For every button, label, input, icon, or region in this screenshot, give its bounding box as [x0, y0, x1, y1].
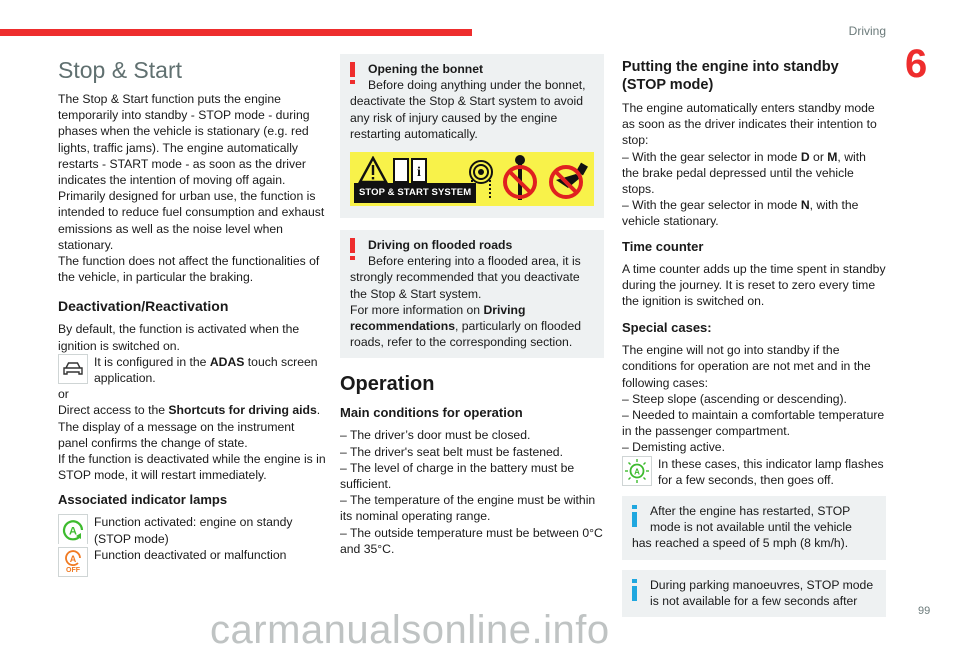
lamp-off-text: Function deactivated or malfunction	[94, 547, 287, 562]
column-middle	[340, 54, 604, 557]
warning-bonnet	[340, 54, 604, 218]
stop-start-active-icon	[58, 514, 88, 544]
warning-icon	[350, 238, 356, 260]
special-case-item: – Demisting active.	[622, 440, 725, 455]
conditions-heading: Main conditions for operation	[340, 405, 523, 421]
manual-book-icon	[392, 156, 428, 184]
no-tools-icon	[500, 154, 540, 204]
warning-icon	[350, 62, 356, 84]
intro-paragraph: Primarily designed for urban use, the function is intended to reduce fuel consumption and exhaust emissions as well as the noise level when stationary.	[58, 189, 325, 252]
deactivation-heading: Deactivation/Reactivation	[58, 298, 229, 315]
intro-paragraph: The function does not affect the functionalities of the vehicle, in particular the braking.	[58, 254, 320, 285]
standby-text: The engine automatically enters standby mode as soon as the driver indicates their intention to stop:	[622, 101, 877, 148]
lamps-heading: Associated indicator lamps	[58, 492, 228, 508]
flash-lamp-text: In these cases, this indicator lamp flashes for a few seconds, then goes off.	[658, 456, 884, 487]
column-left: Stop & Start The Stop & Start function puts the engine temporarily into standby - STOP mode - during phases when the vehicle is stationary (e.g. red lights, traffic jams). The engine automatically restarts - START mode - as soon as the driver indicates the intention of moving off again. Primarily designed for urban use, the function is intended to reduce fuel consumption and exhaust emissions as well as the noise level when stationary. The function does not affect the functionalities of the vehicle, in particular the braking. Deactivation/Reactivation By default, the function is activated when the ignition is switched on. It is configured in the ADAS touch screen application. or Direct access to the Shortcuts for driving aids. The display of a message on the instrument panel confirms the change of state. If the function is deactivated while the engine is in STOP mode, it will restart immediately. Associated indicator lamps A Function activated: engine on standy (STOP mode) A OFF Function deactivated or malfunction	[58, 54, 326, 577]
info-text: After the engine has restarted, STOP mode is not available until the vehicle	[650, 504, 852, 535]
condition-item: – The driver’s door must be closed.	[340, 428, 531, 443]
special-case-item: – Needed to maintain a comfortable temperature in the passenger compartment.	[622, 408, 885, 439]
stop-start-system-banner: STOP & START SYSTEM	[354, 183, 476, 203]
chapter-number: 6	[905, 42, 928, 86]
standby-item: – With the gear selector in mode D or M, with the brake pedal depressed until the vehicle stops.	[622, 149, 866, 197]
lamp-active-row	[58, 514, 326, 546]
info-icon	[632, 505, 637, 527]
special-cases-text: The engine will not go into standby if the conditions for operation are not met and in the following cases:	[622, 343, 871, 390]
or-text: or	[58, 387, 69, 402]
svg-text:A: A	[634, 467, 640, 477]
flash-lamp-row	[622, 456, 886, 488]
special-cases-heading: Special cases:	[622, 320, 712, 336]
lamp-active-text: Function activated: engine on standy (STOP mode)	[94, 515, 293, 546]
adas-row: It is configured in the ADAS touch screen application.	[58, 354, 326, 386]
info-parking	[622, 570, 886, 617]
stop-start-off-icon	[58, 547, 88, 577]
column-right	[622, 54, 886, 627]
svg-text:i: i	[417, 165, 421, 181]
svg-text:A: A	[69, 553, 77, 564]
info-icon	[632, 579, 637, 601]
info-text: During parking manoeuvres, STOP mode is not available for a few seconds after	[650, 577, 874, 608]
page-number: 99	[918, 605, 931, 617]
condition-item: – The outside temperature must be between 0°C and 35°C.	[340, 525, 603, 556]
page-title: Stop & Start	[58, 57, 183, 83]
no-hands-icon	[546, 162, 588, 200]
warning-text: Before doing anything under the bonnet,	[368, 78, 586, 93]
warning-flooded-roads: Driving on flooded roads Before entering into a flooded area, it is strongly recommended that you deactivate the Stop & Start system. For more information on Driving recommendations, particularly on flooded roads, refer to the corresponding section.	[340, 230, 604, 358]
warning-heading: Opening the bonnet	[368, 62, 484, 76]
info-text: has reached a speed of 5 mph (8 km/h).	[632, 536, 849, 551]
deactivation-text: The display of a message on the instrument panel confirms the change of state.	[58, 419, 295, 450]
hazard-triangle-icon	[358, 156, 388, 184]
condition-item: – The driver's seat belt must be fastened.	[340, 444, 563, 459]
car-icon	[58, 354, 88, 384]
special-case-item: – Steep slope (ascending or descending).	[622, 391, 847, 406]
condition-item: – The temperature of the engine must be within its nominal operating range.	[340, 493, 596, 524]
deactivation-text: If the function is deactivated while the engine is in STOP mode, it will restart immediately.	[58, 452, 326, 483]
condition-item: – The level of charge in the battery must be sufficient.	[340, 460, 575, 492]
stop-start-flashing-icon	[622, 456, 652, 486]
warning-heading: Driving on flooded roads	[368, 238, 513, 253]
off-label: OFF	[66, 566, 80, 574]
standby-item: – With the gear selector in mode N, with the vehicle stationary.	[622, 198, 859, 229]
time-counter-text: A time counter adds up the time spent in standby during the journey. It is reset to zero every time the ignition is switched on.	[622, 261, 886, 309]
stop-start-warning-label	[350, 152, 594, 206]
chapter-accent-bar	[0, 29, 472, 36]
watermark: carmanualsonline.info	[210, 608, 610, 652]
intro-paragraph: The Stop & Start function puts the engine temporarily into standby - STOP mode - during phases when the vehicle is stationary (e.g. red lights, traffic jams). The engine automatically restarts - START mode - as soon as the driver indicates the intention of moving off again.	[58, 92, 310, 188]
warning-text: strongly recommended that you deactivate the Stop & Start system.	[350, 270, 580, 301]
adas-app-name: ADAS	[209, 354, 245, 369]
svg-text:A: A	[69, 525, 77, 538]
shortcuts-name: Shortcuts for driving aids	[168, 403, 317, 418]
warning-text: deactivate the Stop & Start system to avoid any risk of injury caused by the engine restarting automatically.	[350, 94, 584, 141]
warning-text: Before entering into a flooded area, it is	[368, 254, 581, 269]
time-counter-heading: Time counter	[622, 238, 704, 254]
chapter-name: Driving	[848, 24, 886, 38]
driving-recommendations-ref: Driving recommendations	[350, 302, 526, 334]
lamp-off-row	[58, 547, 326, 577]
operation-heading: Operation	[340, 373, 435, 396]
standby-heading: Putting the engine into standby (STOP mode)	[622, 59, 839, 93]
deactivation-text: By default, the function is activated when the ignition is switched on.	[58, 322, 300, 353]
info-restart-speed	[622, 496, 886, 560]
